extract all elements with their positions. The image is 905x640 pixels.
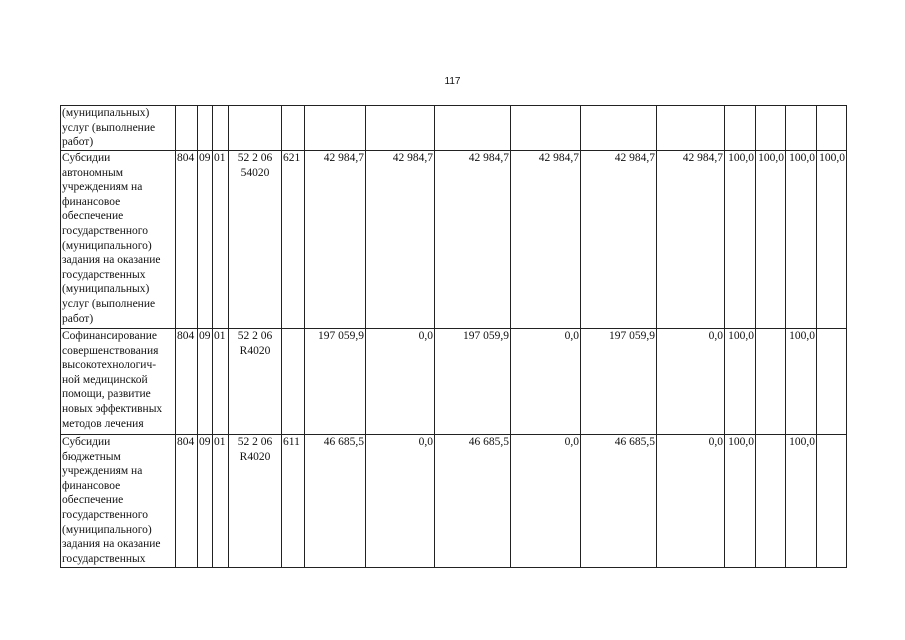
cell-text-line: высокотехнологич- — [62, 359, 157, 372]
amount-cell-4: 42 984,7 — [511, 151, 581, 329]
cell-text-line: 52 2 06 — [237, 436, 273, 448]
cell-text-line: учреждениям на — [62, 181, 143, 194]
cell-text-line: государственного — [62, 508, 148, 521]
target-article-cell — [229, 151, 282, 329]
section-code-cell: 09 — [198, 151, 213, 329]
amount-cell-4 — [511, 106, 581, 151]
cell-text-line: обеспечение — [62, 210, 124, 223]
percent-cell-1: 100,0 — [725, 329, 756, 435]
percent-cell-1: 100,0 — [725, 435, 756, 568]
cell-text-line: услуг (выполнение — [62, 121, 156, 134]
percent-cell-3: 100,0 — [786, 329, 817, 435]
expense-type-cell: 621 — [282, 151, 305, 329]
amount-cell-6: 42 984,7 — [657, 151, 725, 329]
amount-cell-3: 197 059,9 — [435, 329, 511, 435]
target-article-cell — [229, 329, 282, 435]
amount-cell-2: 0,0 — [366, 329, 435, 435]
amount-cell-1 — [305, 106, 366, 151]
amount-cell-2: 0,0 — [366, 435, 435, 568]
cell-text-line: 54020 — [240, 166, 270, 179]
amount-cell-3 — [435, 106, 511, 151]
amount-cell-5 — [581, 106, 657, 151]
cell-text-line: задания на оказание — [62, 254, 161, 267]
cell-text-line: (муниципальных) — [62, 107, 150, 119]
table-row — [61, 329, 847, 435]
percent-cell-1 — [725, 106, 756, 151]
amount-cell-5: 197 059,9 — [581, 329, 657, 435]
ministry-code-cell — [176, 106, 198, 151]
cell-text-line: государственных — [62, 552, 146, 565]
amount-cell-6: 0,0 — [657, 435, 725, 568]
ministry-code-cell: 804 — [176, 329, 198, 435]
subsection-code-cell: 01 — [213, 435, 229, 568]
percent-cell-3: 100,0 — [786, 151, 817, 329]
expense-type-cell — [282, 329, 305, 435]
amount-cell-5: 46 685,5 — [581, 435, 657, 568]
cell-text-line: государственного — [62, 224, 148, 237]
cell-text-line: обеспечение — [62, 494, 124, 507]
cell-text-line: финансовое — [62, 195, 121, 208]
table-row — [61, 106, 847, 151]
percent-cell-2: 100,0 — [756, 151, 786, 329]
cell-text-line: ной медицинской — [62, 373, 148, 386]
target-article-cell — [229, 106, 282, 151]
budget-table — [60, 105, 847, 568]
percent-cell-3: 100,0 — [786, 435, 817, 568]
section-code-cell: 09 — [198, 435, 213, 568]
cell-text-line: 52 2 06 — [237, 330, 273, 342]
cell-text-line: новых эффективных — [62, 402, 163, 415]
cell-text-line: бюджетным — [62, 450, 121, 463]
amount-cell-1: 197 059,9 — [305, 329, 366, 435]
cell-text-line: (муниципального) — [62, 239, 152, 252]
cell-text-line: методов лечения — [62, 417, 144, 430]
amount-cell-3: 42 984,7 — [435, 151, 511, 329]
amount-cell-3: 46 685,5 — [435, 435, 511, 568]
cell-text-line: помощи, развитие — [62, 388, 151, 401]
ministry-code-cell: 804 — [176, 151, 198, 329]
cell-text-line: государственных — [62, 268, 146, 281]
amount-cell-4: 0,0 — [511, 435, 581, 568]
subsection-code-cell — [213, 106, 229, 151]
row-name-cell — [61, 151, 176, 329]
cell-text-line: учреждениям на — [62, 465, 143, 478]
expense-type-cell — [282, 106, 305, 151]
cell-text-line: работ) — [62, 136, 94, 149]
page-number: 117 — [444, 76, 461, 87]
amount-cell-2: 42 984,7 — [366, 151, 435, 329]
amount-cell-5: 42 984,7 — [581, 151, 657, 329]
percent-cell-4 — [817, 106, 847, 151]
percent-cell-1: 100,0 — [725, 151, 756, 329]
amount-cell-4: 0,0 — [511, 329, 581, 435]
section-code-cell: 09 — [198, 329, 213, 435]
cell-text-line: работ) — [62, 312, 94, 325]
section-code-cell — [198, 106, 213, 151]
amount-cell-6 — [657, 106, 725, 151]
cell-text-line: задания на оказание — [62, 538, 161, 551]
cell-text-line: финансовое — [62, 479, 121, 492]
cell-text-line: Субсидии — [62, 152, 111, 164]
cell-text-line: автономным — [62, 166, 123, 179]
cell-text-line: (муниципальных) — [62, 283, 150, 296]
row-name-cell — [61, 435, 176, 568]
cell-text-line: R4020 — [239, 450, 271, 463]
percent-cell-3 — [786, 106, 817, 151]
cell-text-line: Софинансирование — [62, 330, 157, 342]
subsection-code-cell: 01 — [213, 329, 229, 435]
cell-text-line: R4020 — [239, 344, 271, 357]
row-name-cell — [61, 106, 176, 151]
percent-cell-2 — [756, 435, 786, 568]
percent-cell-4 — [817, 435, 847, 568]
subsection-code-cell: 01 — [213, 151, 229, 329]
table-body — [61, 106, 847, 568]
row-name-cell — [61, 329, 176, 435]
expense-type-cell: 611 — [282, 435, 305, 568]
percent-cell-4 — [817, 329, 847, 435]
cell-text-line: 52 2 06 — [237, 152, 273, 164]
amount-cell-6: 0,0 — [657, 329, 725, 435]
cell-text-line: услуг (выполнение — [62, 297, 156, 310]
cell-text-line: совершенствования — [62, 344, 159, 357]
percent-cell-2 — [756, 329, 786, 435]
percent-cell-2 — [756, 106, 786, 151]
percent-cell-4: 100,0 — [817, 151, 847, 329]
amount-cell-1: 46 685,5 — [305, 435, 366, 568]
amount-cell-2 — [366, 106, 435, 151]
cell-text-line: (муниципального) — [62, 523, 152, 536]
ministry-code-cell: 804 — [176, 435, 198, 568]
target-article-cell — [229, 435, 282, 568]
table-row — [61, 151, 847, 329]
cell-text-line: Субсидии — [62, 436, 111, 448]
table-row — [61, 435, 847, 568]
amount-cell-1: 42 984,7 — [305, 151, 366, 329]
